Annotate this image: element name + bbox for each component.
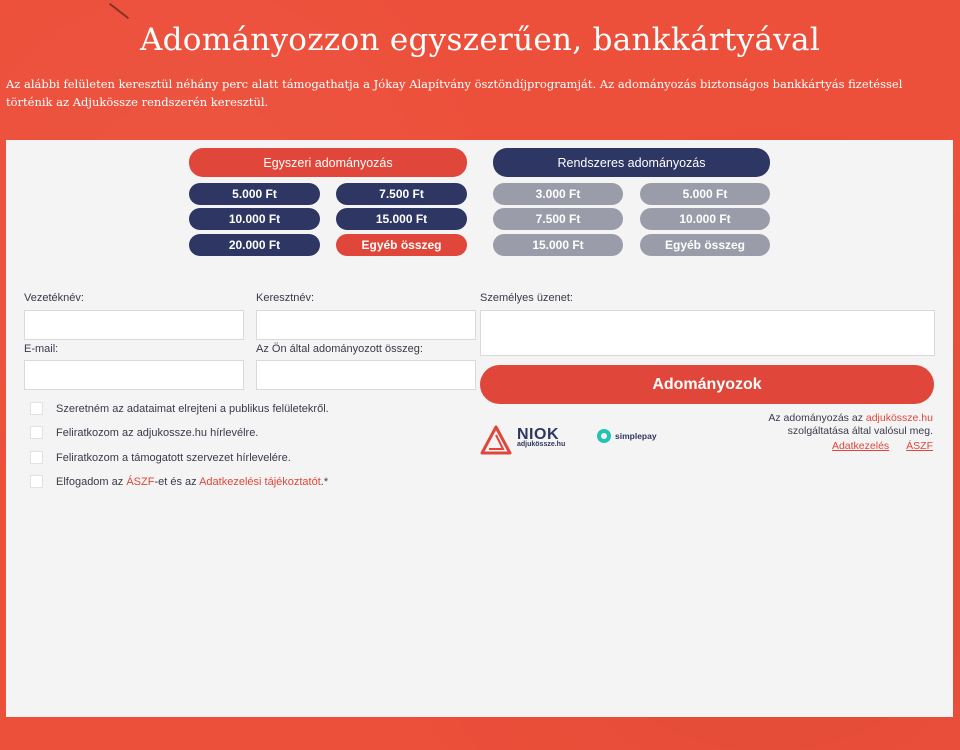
- amount-input[interactable]: [256, 360, 476, 390]
- last-name-input[interactable]: [24, 310, 244, 340]
- page-intro: Az alábbi felületen keresztül néhány perc alatt támogathatja a Jókay Alapítvány ösztöndíjprogramját. Az adományozás biztonságos bankkártyás fizetéssel történik az Adjukössze rendszerén keresztül.: [6, 77, 903, 109]
- message-textarea[interactable]: [480, 310, 935, 356]
- first-name-input[interactable]: [256, 310, 476, 340]
- amount-one-time-other[interactable]: Egyéb összeg: [336, 234, 467, 256]
- tab-recurring-donation[interactable]: Rendszeres adományozás: [493, 148, 770, 177]
- terms-checkbox[interactable]: [30, 475, 43, 488]
- aszf-link[interactable]: ÁSZF: [906, 440, 933, 452]
- footer-links: [832, 440, 933, 452]
- privacy-link[interactable]: Adatkezelés: [831, 440, 890, 452]
- amount-recurring-5000[interactable]: 5.000 Ft: [640, 183, 770, 205]
- terms-prefix: Elfogadom az: [56, 475, 127, 488]
- page-title: Adományozzon egyszerűen, bankkártyával: [139, 22, 821, 58]
- newsletter-site-checkbox[interactable]: [30, 426, 43, 439]
- simplepay-logo: [596, 428, 657, 444]
- amount-one-time-7500[interactable]: 7.500 Ft: [336, 183, 467, 205]
- simplepay-icon: [596, 428, 612, 444]
- amount-recurring-15000[interactable]: 15.000 Ft: [493, 234, 623, 256]
- amount-recurring-7500[interactable]: 7.500 Ft: [493, 208, 623, 230]
- terms-option: [30, 475, 328, 488]
- niok-logo: [480, 425, 565, 455]
- last-name-label: Vezetéknév:: [24, 292, 84, 304]
- simplepay-name: simplepay: [615, 431, 657, 441]
- hide-data-option: [30, 402, 329, 415]
- niok-name: NIOK: [517, 426, 559, 443]
- newsletter-site-label: Feliratkozom az adjukossze.hu hírlevélre.: [56, 426, 259, 439]
- newsletter-org-checkbox[interactable]: [30, 451, 43, 464]
- niok-subtitle: adjukössze.hu: [517, 441, 566, 448]
- newsletter-org-label: Feliratkozom a támogatott szervezet hírlevelére.: [56, 451, 291, 464]
- terms-suffix: .*: [320, 475, 329, 488]
- amount-recurring-other[interactable]: Egyéb összeg: [640, 234, 770, 256]
- niok-triangle-icon: [480, 425, 512, 455]
- terms-aszf-link[interactable]: ÁSZF: [126, 475, 155, 488]
- decorative-scratch: [109, 3, 129, 19]
- message-label: Személyes üzenet:: [480, 292, 573, 304]
- tab-one-time-donation[interactable]: Egyszeri adományozás: [189, 148, 467, 177]
- credit-prefix: Az adományozás az: [768, 412, 866, 424]
- first-name-label: Keresztnév:: [256, 292, 315, 304]
- amount-one-time-10000[interactable]: 10.000 Ft: [189, 208, 320, 230]
- email-input[interactable]: [24, 360, 244, 390]
- newsletter-org-option: [30, 451, 291, 464]
- amount-one-time-20000[interactable]: 20.000 Ft: [189, 234, 320, 256]
- email-label: E-mail:: [24, 343, 59, 355]
- amount-label: Az Ön által adományozott összeg:: [256, 343, 423, 355]
- newsletter-site-option: [30, 426, 258, 439]
- donate-button[interactable]: Adományozok: [480, 365, 934, 404]
- donation-card: [6, 140, 953, 717]
- amount-recurring-10000[interactable]: 10.000 Ft: [640, 208, 770, 230]
- credit-suffix: szolgáltatása által valósul meg.: [787, 425, 933, 437]
- amount-one-time-15000[interactable]: 15.000 Ft: [336, 208, 467, 230]
- hide-data-checkbox[interactable]: [30, 402, 43, 415]
- terms-privacy-link[interactable]: Adatkezelési tájékoztatót: [199, 475, 321, 488]
- terms-label: [56, 476, 328, 488]
- service-credit: [733, 412, 933, 438]
- amount-one-time-5000[interactable]: 5.000 Ft: [189, 183, 320, 205]
- credit-site-link[interactable]: adjukössze.hu: [865, 412, 933, 424]
- amount-recurring-3000[interactable]: 3.000 Ft: [493, 183, 623, 205]
- terms-middle: -et és az: [154, 475, 200, 488]
- hide-data-label: Szeretném az adataimat elrejteni a publikus felületekről.: [56, 402, 329, 415]
